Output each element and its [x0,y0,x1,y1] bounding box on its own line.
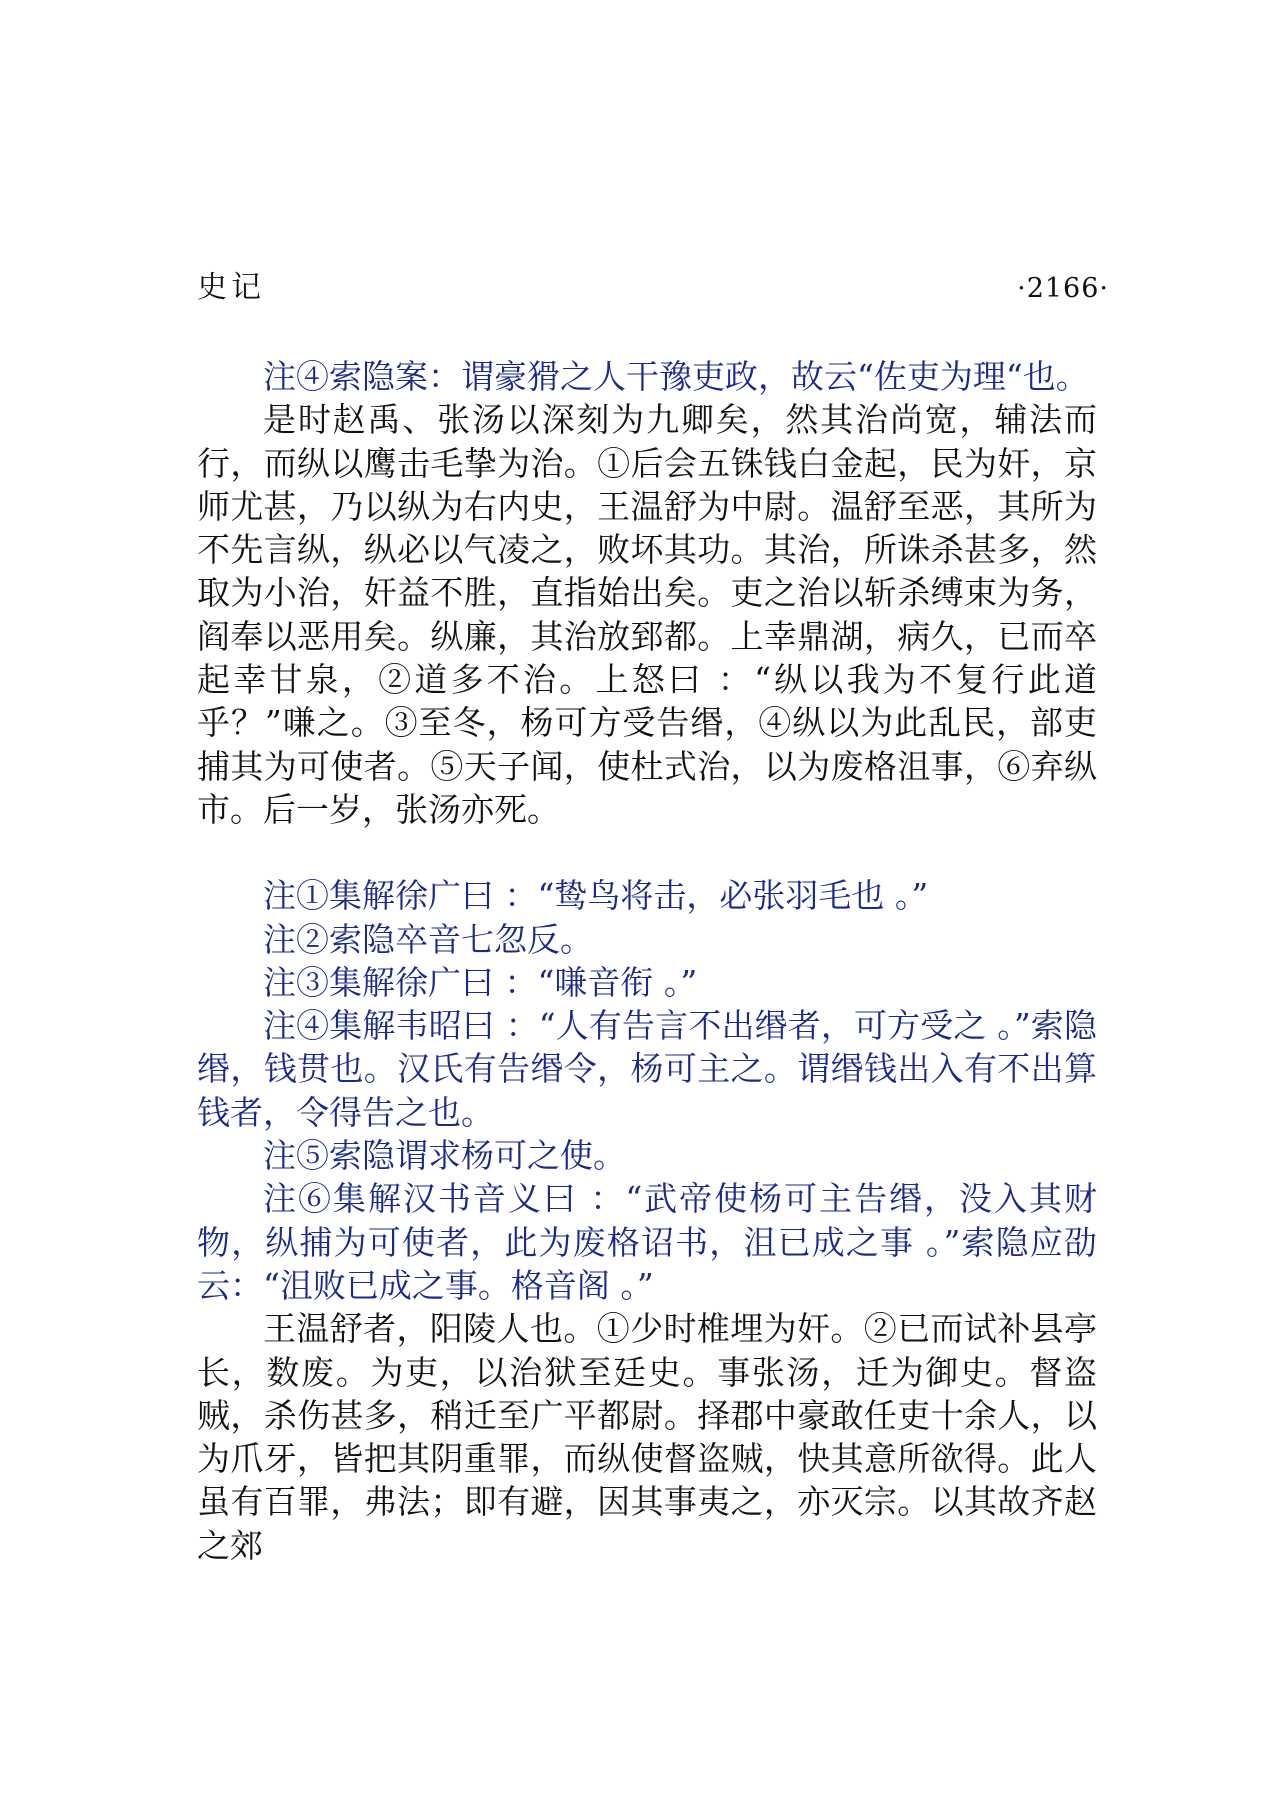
annotation-paragraph: 注①集解徐广曰 ：“鸷鸟将击，必张羽毛也 。” [263,876,929,916]
annotation-paragraph: 注⑤索隐谓求杨可之使。 [263,1136,626,1176]
book-title: 史记 [197,270,265,305]
running-head [197,268,1109,308]
annotation-paragraph: 注②索隐卒音七忽反。 [263,919,593,959]
page-number: ·2166· [1017,273,1109,304]
paragraph-gap [197,831,1097,874]
page-content [197,268,1109,1567]
body-paragraph: 王温舒者，阳陵人也。①少时椎埋为奸。②已而试补县亭长，数废。为吏，以治狱至廷史。事张汤，迁为御史。督盗贼，杀伤甚多，稍迁至广平都尉。择郡中豪敢任吏十余人，以为爪牙，皆把其阴重罪，而纵使督盗贼，快其意所欲得。此人虽有百罪，弗法；即有避，因其事夷之，亦灭宗。以其故齐赵之郊 [197,1309,1097,1565]
annotation-paragraph: 注⑥集解汉书音义曰 ：“武帝使杨可主告缗，没入其财物，纵捕为可使者，此为废格诏书，沮已成之事 。”索隐应劭云：“沮败已成之事。格音阁 。” [197,1179,1097,1305]
annotation-paragraph: 注④索隐案：谓豪猾之人干豫吏政，故云“佐吏为理“也。 [263,357,1089,396]
body-paragraph: 是时赵禹、张汤以深刻为九卿矣，然其治尚宽，辅法而行，而纵以鹰击毛挚为治。①后会五铢钱白金起，民为奸，京师尤甚，乃以纵为右内史，王温舒为中尉。温舒至恶，其所为不先言纵，纵必以气凌之，败坏其功。其治，所诛杀甚多，然取为小治，奸益不胜，直指始出矣。吏之治以斩杀缚束为务，阎奉以恶用矣。纵廉，其治放郅都。上幸鼎湖，病久，已而卒起幸甘泉，②道多不治。上怒曰 ：“纵以我为不复行此道乎？”嗛之。③至冬，杨可方受告缗，④纵以为此乱民，部吏捕其为可使者。⑤天子闻，使杜式治，以为废格沮事，⑥弃纵市。后一岁，张汤亦死。 [197,400,1097,829]
annotation-paragraph: 注③集解徐广曰 ：“嗛音衔 。” [263,962,698,1002]
annotation-paragraph: 注④集解韦昭曰 ：“人有告言不出缗者，可方受之 。”索隐缗，钱贯也。汉氏有告缗令，杨可主之。谓缗钱出入有不出算钱者，令得告之也。 [197,1006,1097,1132]
